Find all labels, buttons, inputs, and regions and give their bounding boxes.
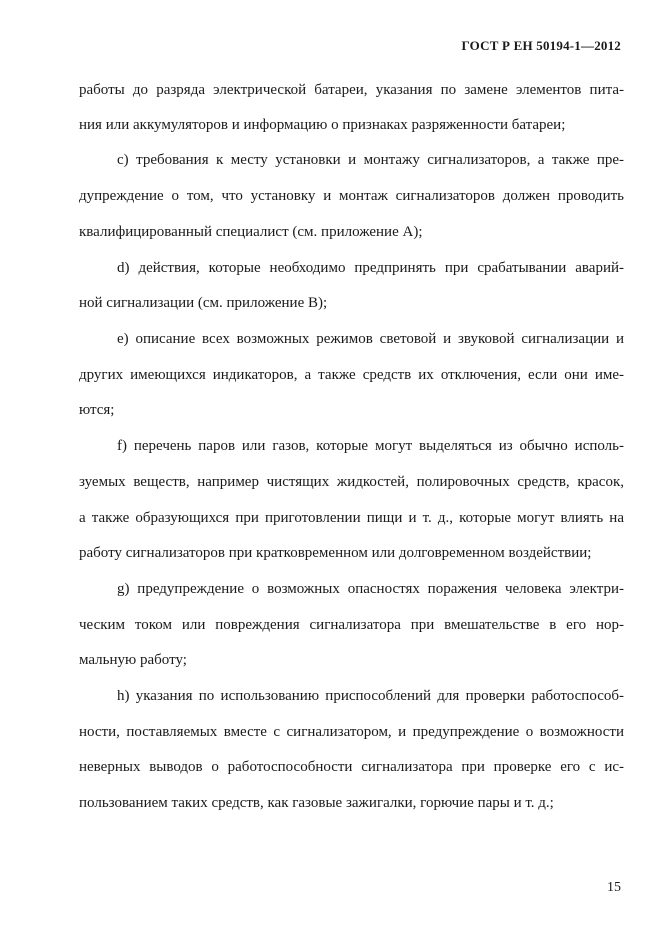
list-item-e: e) описание всех возможных режимов световой и звуковой сигнализации и <box>117 331 624 347</box>
text-line: квалифицированный специалист (см. приложение A); <box>79 224 423 240</box>
list-item-d: d) действия, которые необходимо предпринять при срабатывании аварий- <box>117 260 624 276</box>
text-line: дупреждение о том, что установку и монтаж сигнализаторов должен проводить <box>79 188 624 204</box>
list-item-c: c) требования к месту установки и монтажу сигнализаторов, а также пре- <box>117 152 624 168</box>
text-line: работу сигнализаторов при кратковременном или долговременном воздействии; <box>79 545 592 561</box>
text-line: а также образующихся при приготовлении пищи и т. д., которые могут влиять на <box>79 510 624 526</box>
standard-header: ГОСТ Р ЕН 50194-1—2012 <box>461 38 621 53</box>
list-item-f: f) перечень паров или газов, которые могут выделяться из обычно исполь- <box>117 438 624 454</box>
text-line: ния или аккумуляторов и информацию о признаках разряженности батареи; <box>79 117 566 133</box>
text-line: ной сигнализации (см. приложение B); <box>79 295 328 311</box>
list-item-h: h) указания по использованию приспособлений для проверки работоспособ- <box>117 688 624 704</box>
text-line: ческим током или повреждения сигнализатора при вмешательстве в его нор- <box>79 617 624 633</box>
text-line: неверных выводов о работоспособности сигнализатора при проверке его с ис- <box>79 759 624 775</box>
text-line: ности, поставляемых вместе с сигнализатором, и предупреждение о возможности <box>79 724 624 740</box>
page-number: 15 <box>607 880 621 895</box>
text-line: мальную работу; <box>79 652 187 668</box>
list-item-g: g) предупреждение о возможных опасностях поражения человека электри- <box>117 581 624 597</box>
text-line: других имеющихся индикаторов, а также средств их отключения, если они име- <box>79 367 624 383</box>
text-line: зуемых веществ, например чистящих жидкостей, полировочных средств, красок, <box>79 474 624 490</box>
text-line: пользованием таких средств, как газовые зажигалки, горючие пары и т. д.; <box>79 795 554 811</box>
text-line: ются; <box>79 402 115 418</box>
text-line: работы до разряда электрической батареи, указания по замене элементов пита- <box>79 82 624 98</box>
